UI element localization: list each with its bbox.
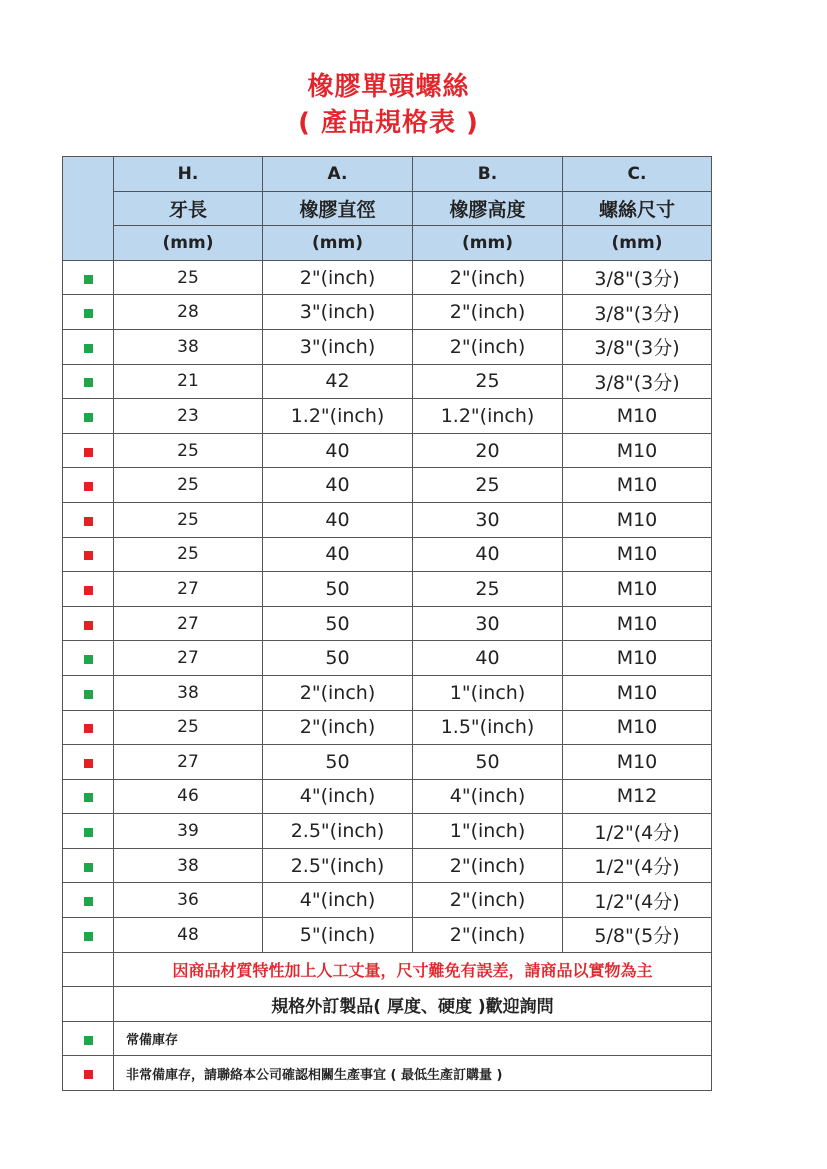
cell-rubber-diameter: 50 [263,641,413,676]
cell-screw-size: 3/8"(3分) [563,364,712,399]
cell-rubber-height: 30 [413,502,563,537]
spec-table [62,156,712,1091]
stock-indicator-cell [63,502,114,537]
stock-indicator-cell [63,675,114,710]
cell-thread-length: 38 [114,329,263,364]
table-row [63,468,712,503]
cell-thread-length: 27 [114,572,263,607]
cell-thread-length: 25 [114,468,263,503]
cell-rubber-diameter: 5"(inch) [263,918,413,953]
spec-table-body [63,157,712,1091]
cell-screw-size: 1/2"(4分) [563,848,712,883]
header-unit-c: (mm) [563,226,712,261]
cell-rubber-diameter: 3"(inch) [263,329,413,364]
cell-screw-size: M10 [563,710,712,745]
stock-indicator-cell [63,918,114,953]
table-row [63,433,712,468]
header-name-h: 牙長 [114,191,263,226]
cell-rubber-height: 2"(inch) [413,848,563,883]
cell-rubber-diameter: 1.2"(inch) [263,399,413,434]
cell-rubber-diameter: 2"(inch) [263,260,413,295]
table-row [63,572,712,607]
disclaimer-note: 因商品材質特性加上人工丈量，尺寸難免有誤差，請商品以實物為主 [114,952,712,987]
cell-rubber-height: 4"(inch) [413,779,563,814]
stock-indicator-cell [63,1056,114,1091]
in-stock-icon [84,1036,93,1045]
table-row [63,399,712,434]
cell-thread-length: 25 [114,502,263,537]
cell-screw-size: 1/2"(4分) [563,814,712,849]
cell-rubber-diameter: 2.5"(inch) [263,814,413,849]
cell-thread-length: 46 [114,779,263,814]
cell-rubber-diameter: 50 [263,572,413,607]
cell-thread-length: 27 [114,641,263,676]
stock-header-cell [63,157,114,261]
not-in-stock-icon [84,482,93,491]
stock-indicator-cell [63,572,114,607]
header-name-c: 螺絲尺寸 [563,191,712,226]
stock-indicator-cell [63,399,114,434]
cell-thread-length: 36 [114,883,263,918]
not-in-stock-icon [84,724,93,733]
cell-screw-size: M10 [563,641,712,676]
table-row [63,537,712,572]
table-row [63,329,712,364]
table-row [63,364,712,399]
cell-rubber-height: 1"(inch) [413,814,563,849]
stock-indicator-cell [63,260,114,295]
stock-indicator-cell [63,329,114,364]
cell-rubber-height: 2"(inch) [413,918,563,953]
header-unit-h: (mm) [114,226,263,261]
header-code-b: B. [413,157,563,192]
header-code-a: A. [263,157,413,192]
cell-rubber-height: 2"(inch) [413,260,563,295]
stock-indicator-cell [63,745,114,780]
cell-rubber-height: 25 [413,468,563,503]
cell-screw-size: M10 [563,537,712,572]
cell-thread-length: 21 [114,364,263,399]
cell-screw-size: M10 [563,502,712,537]
header-name-a: 橡膠直徑 [263,191,413,226]
cell-screw-size: M10 [563,675,712,710]
header-row-names [63,191,712,226]
in-stock-icon [84,378,93,387]
cell-rubber-diameter: 40 [263,537,413,572]
in-stock-icon [84,690,93,699]
cell-rubber-height: 1.2"(inch) [413,399,563,434]
stock-indicator-cell [63,883,114,918]
stock-indicator-cell [63,468,114,503]
stock-indicator-cell [63,952,114,987]
page-subtitle: ( 產品規格表 ) [298,108,479,138]
header-code-h: H. [114,157,263,192]
header-row-codes [63,157,712,192]
not-in-stock-icon [84,517,93,526]
cell-rubber-height: 1"(inch) [413,675,563,710]
cell-thread-length: 25 [114,537,263,572]
table-row [63,848,712,883]
cell-screw-size: M10 [563,468,712,503]
header-unit-b: (mm) [413,226,563,261]
in-stock-icon [84,655,93,664]
stock-indicator-cell [63,606,114,641]
header-row-units [63,226,712,261]
table-row [63,502,712,537]
cell-rubber-diameter: 42 [263,364,413,399]
legend-in-stock-label: 常備庫存 [114,1021,712,1056]
cell-screw-size: 1/2"(4分) [563,883,712,918]
in-stock-icon [84,863,93,872]
cell-thread-length: 23 [114,399,263,434]
stock-indicator-cell [63,295,114,330]
cell-screw-size: 3/8"(3分) [563,329,712,364]
table-row [63,883,712,918]
not-in-stock-icon [84,1070,93,1079]
cell-screw-size: 3/8"(3分) [563,295,712,330]
cell-screw-size: M12 [563,779,712,814]
cell-thread-length: 28 [114,295,263,330]
in-stock-icon [84,275,93,284]
in-stock-icon [84,932,93,941]
table-row [63,710,712,745]
in-stock-icon [84,793,93,802]
cell-rubber-diameter: 40 [263,433,413,468]
stock-indicator-cell [63,537,114,572]
table-row [63,641,712,676]
cell-thread-length: 48 [114,918,263,953]
page-title: 橡膠單頭螺絲 [307,72,470,102]
cell-thread-length: 25 [114,260,263,295]
table-row [63,675,712,710]
cell-rubber-height: 1.5"(inch) [413,710,563,745]
cell-rubber-diameter: 40 [263,468,413,503]
table-row [63,779,712,814]
cell-screw-size: M10 [563,606,712,641]
cell-screw-size: M10 [563,399,712,434]
stock-indicator-cell [63,433,114,468]
legend-in-stock-label-row [63,1021,712,1056]
cell-thread-length: 39 [114,814,263,849]
cell-thread-length: 27 [114,606,263,641]
stock-indicator-cell [63,987,114,1022]
cell-rubber-height: 20 [413,433,563,468]
not-in-stock-icon [84,586,93,595]
stock-indicator-cell [63,710,114,745]
table-row [63,745,712,780]
cell-rubber-diameter: 4"(inch) [263,779,413,814]
cell-screw-size: M10 [563,572,712,607]
cell-rubber-diameter: 2"(inch) [263,675,413,710]
custom-order-note-row [63,987,712,1022]
in-stock-icon [84,344,93,353]
stock-indicator-cell [63,779,114,814]
cell-rubber-diameter: 2"(inch) [263,710,413,745]
in-stock-icon [84,897,93,906]
in-stock-icon [84,828,93,837]
in-stock-icon [84,309,93,318]
cell-rubber-height: 40 [413,537,563,572]
stock-indicator-cell [63,1021,114,1056]
stock-indicator-cell [63,848,114,883]
stock-indicator-cell [63,814,114,849]
cell-thread-length: 38 [114,848,263,883]
cell-rubber-height: 40 [413,641,563,676]
cell-rubber-diameter: 3"(inch) [263,295,413,330]
legend-not-in-stock-label-row [63,1056,712,1091]
cell-rubber-diameter: 2.5"(inch) [263,848,413,883]
cell-thread-length: 38 [114,675,263,710]
custom-order-note: 規格外訂製品( 厚度、硬度 )歡迎詢問 [114,987,712,1022]
cell-thread-length: 27 [114,745,263,780]
table-row [63,814,712,849]
cell-screw-size: M10 [563,745,712,780]
cell-screw-size: M10 [563,433,712,468]
header-name-b: 橡膠高度 [413,191,563,226]
cell-rubber-height: 30 [413,606,563,641]
cell-rubber-diameter: 40 [263,502,413,537]
table-row [63,606,712,641]
stock-indicator-cell [63,364,114,399]
in-stock-icon [84,413,93,422]
legend-not-in-stock-label: 非常備庫存，請聯絡本公司確認相關生產事宜 ( 最低生產訂購量 ) [114,1056,712,1091]
cell-rubber-height: 2"(inch) [413,295,563,330]
not-in-stock-icon [84,759,93,768]
cell-thread-length: 25 [114,710,263,745]
table-row [63,260,712,295]
cell-thread-length: 25 [114,433,263,468]
cell-rubber-diameter: 50 [263,606,413,641]
table-row [63,295,712,330]
not-in-stock-icon [84,551,93,560]
cell-rubber-height: 2"(inch) [413,329,563,364]
stock-indicator-cell [63,641,114,676]
cell-rubber-height: 50 [413,745,563,780]
cell-rubber-height: 25 [413,572,563,607]
header-unit-a: (mm) [263,226,413,261]
cell-rubber-diameter: 50 [263,745,413,780]
disclaimer-note-row [63,952,712,987]
header-code-c: C. [563,157,712,192]
cell-rubber-height: 2"(inch) [413,883,563,918]
cell-screw-size: 3/8"(3分) [563,260,712,295]
cell-rubber-diameter: 4"(inch) [263,883,413,918]
table-row [63,918,712,953]
not-in-stock-icon [84,621,93,630]
cell-screw-size: 5/8"(5分) [563,918,712,953]
not-in-stock-icon [84,448,93,457]
cell-rubber-height: 25 [413,364,563,399]
